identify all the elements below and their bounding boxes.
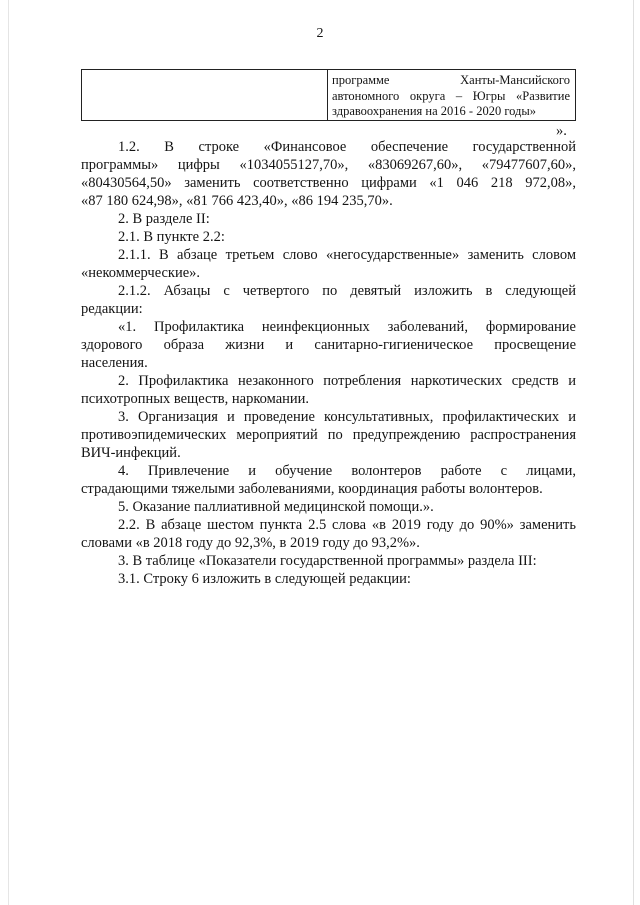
paragraph-line: «87 180 624,98», «81 766 423,40», «86 194 235,70». [81, 193, 393, 209]
list-item-line: населения. [81, 355, 148, 371]
table-cell-line: здравоохранения на 2016 - 2020 годы» [332, 104, 537, 118]
section-heading: 3. В таблице «Показатели государственной программы» раздела III: [118, 553, 537, 569]
page-edge-left [8, 0, 9, 905]
list-item-line: страдающими тяжелыми заболеваниями, координация работы волонтеров. [81, 481, 543, 497]
list-item-line: «1. Профилактика неинфекционных заболеваний, формирование [118, 319, 576, 335]
list-item-line: противоэпидемических мероприятий по предупреждению распространения [81, 427, 576, 443]
section-heading: 2. В разделе II: [118, 211, 210, 227]
list-item-line: ВИЧ-инфекций. [81, 445, 181, 461]
page-number: 2 [316, 26, 324, 41]
subsection-heading: 2.1. В пункте 2.2: [118, 229, 225, 245]
list-item-line: психотропных веществ, наркомании. [81, 391, 310, 407]
paragraph-line: 1.2. В строке «Финансовое обеспечение государственной [118, 139, 576, 155]
table-cell-line: программе Ханты-Мансийского [332, 73, 570, 87]
list-item-line: 5. Оказание паллиативной медицинской помощи.». [118, 499, 434, 515]
paragraph-line: «некоммерческие». [81, 265, 201, 281]
paragraph-line: 2.2. В абзаце шестом пункта 2.5 слова «в 2019 году до 90%» заменить [118, 517, 576, 533]
page-edge-right [633, 0, 634, 905]
list-item-line: здорового образа жизни и санитарно-гигиеническое просвещение [81, 337, 576, 353]
quote-closing: ». [556, 123, 567, 139]
list-item-line: 3. Организация и проведение консультативных, профилактических и [118, 409, 576, 425]
paragraph-line: «80430564,50» заменить соответственно цифрами «1 046 218 972,08», [81, 175, 576, 191]
table-cell-empty [82, 70, 328, 120]
paragraph-line: программы» цифры «1034055127,70», «83069267,60», «79477607,60», [81, 157, 576, 173]
table-cell-line: автономного округа – Югры «Развитие [332, 88, 570, 103]
list-item-line: 4. Привлечение и обучение волонтеров работе с лицами, [118, 463, 576, 479]
paragraph-line: 2.1.1. В абзаце третьем слово «негосударственные» заменить словом [118, 247, 576, 263]
paragraph-line: словами «в 2018 году до 92,3%, в 2019 году до 93,2%». [81, 535, 420, 551]
table-cell-text [328, 70, 575, 120]
list-item-line: 2. Профилактика незаконного потребления наркотических средств и [118, 373, 576, 389]
paragraph-line: редакции: [81, 301, 143, 317]
paragraph-line: 2.1.2. Абзацы с четвертого по девятый изложить в следующей [118, 283, 576, 299]
table-fragment [81, 69, 576, 121]
subsection-heading: 3.1. Строку 6 изложить в следующей редакции: [118, 571, 411, 587]
